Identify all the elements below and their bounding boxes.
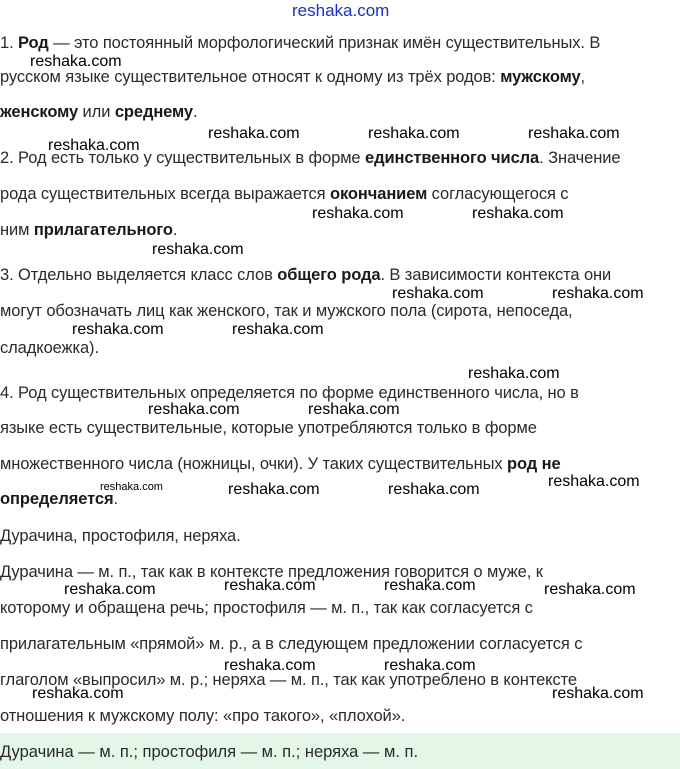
watermark: reshaka.com	[232, 321, 324, 338]
site-watermark: reshaka.com	[292, 1, 390, 20]
paragraph-1-line-3: женскому или среднему.	[0, 103, 198, 121]
watermark: reshaka.com	[384, 577, 476, 594]
paragraph-1-line-1: 1. Род — это постоянный морфологический признак имён существительных. В	[0, 34, 601, 52]
watermark: reshaka.com	[48, 137, 140, 154]
watermark: reshaka.com	[548, 473, 640, 490]
watermark: reshaka.com	[544, 581, 636, 598]
watermark: reshaka.com	[152, 241, 244, 258]
watermark: reshaka.com	[392, 285, 484, 302]
watermark: reshaka.com	[208, 125, 300, 142]
watermark: reshaka.com	[552, 685, 644, 702]
paragraph-4-line-4: определяется.	[0, 490, 118, 508]
watermark: reshaka.com	[32, 685, 124, 702]
explanation-line-2: которому и обращена речь; простофиля — м. п., так как согласуется с	[0, 599, 533, 617]
watermark: reshaka.com	[308, 401, 400, 418]
paragraph-4-line-3: множественного числа (ножницы, очки). У таких существительных род не	[0, 455, 561, 473]
paragraph-3-line-2: могут обозначать лиц как женского, так и мужского пола (сирота, непоседа,	[0, 302, 573, 320]
explanation-line-5: отношения к мужскому полу: «про такого», «плохой».	[0, 707, 406, 725]
watermark: reshaka.com	[388, 481, 480, 498]
watermark: reshaka.com	[64, 581, 156, 598]
paragraph-4-line-2: языке есть существительные, которые употребляются только в форме	[0, 419, 537, 437]
watermark: reshaka.com	[384, 657, 476, 674]
watermark: reshaka.com	[30, 53, 122, 70]
watermark: reshaka.com	[228, 481, 320, 498]
paragraph-1-line-2: русском языке существительное относят к одному из трёх родов: мужскому,	[0, 68, 586, 86]
task-words: Дурачина, простофиля, неряха.	[0, 527, 241, 545]
watermark: reshaka.com	[468, 365, 560, 382]
explanation-line-1: Дурачина — м. п., так как в контексте предложения говорится о муже, к	[0, 563, 543, 581]
paragraph-3-line-1: 3. Отдельно выделяется класс слов общего рода. В зависимости контекста они	[0, 266, 612, 284]
paragraph-2-line-1: 2. Род есть только у существительных в форме единственного числа. Значение	[0, 149, 621, 167]
watermark: reshaka.com	[148, 401, 240, 418]
watermark: reshaka.com	[72, 321, 164, 338]
watermark: reshaka.com	[528, 125, 620, 142]
answer-text: Дурачина — м. п.; простофиля — м. п.; неряха — м. п.	[0, 743, 419, 761]
paragraph-4-line-1: 4. Род существительных определяется по форме единственного числа, но в	[0, 384, 579, 402]
watermark: reshaka.com	[472, 205, 564, 222]
explanation-line-3: прилагательным «прямой» м. р., а в следующем предложении согласуется с	[0, 635, 583, 653]
explanation-line-4: глаголом «выпросил» м. р.; неряха — м. п., так как употреблено в контексте	[0, 671, 577, 689]
paragraph-2-line-2: рода существительных всегда выражается окончанием согласующегося с	[0, 185, 569, 203]
paragraph-3-line-3: сладкоежка).	[0, 339, 99, 357]
watermark: reshaka.com	[224, 657, 316, 674]
watermark: reshaka.com	[312, 205, 404, 222]
watermark: reshaka.com	[552, 285, 644, 302]
watermark: reshaka.com	[100, 481, 163, 493]
watermark: reshaka.com	[368, 125, 460, 142]
watermark: reshaka.com	[224, 577, 316, 594]
paragraph-2-line-3: ним прилагательного.	[0, 221, 178, 239]
answer-box	[0, 733, 680, 769]
